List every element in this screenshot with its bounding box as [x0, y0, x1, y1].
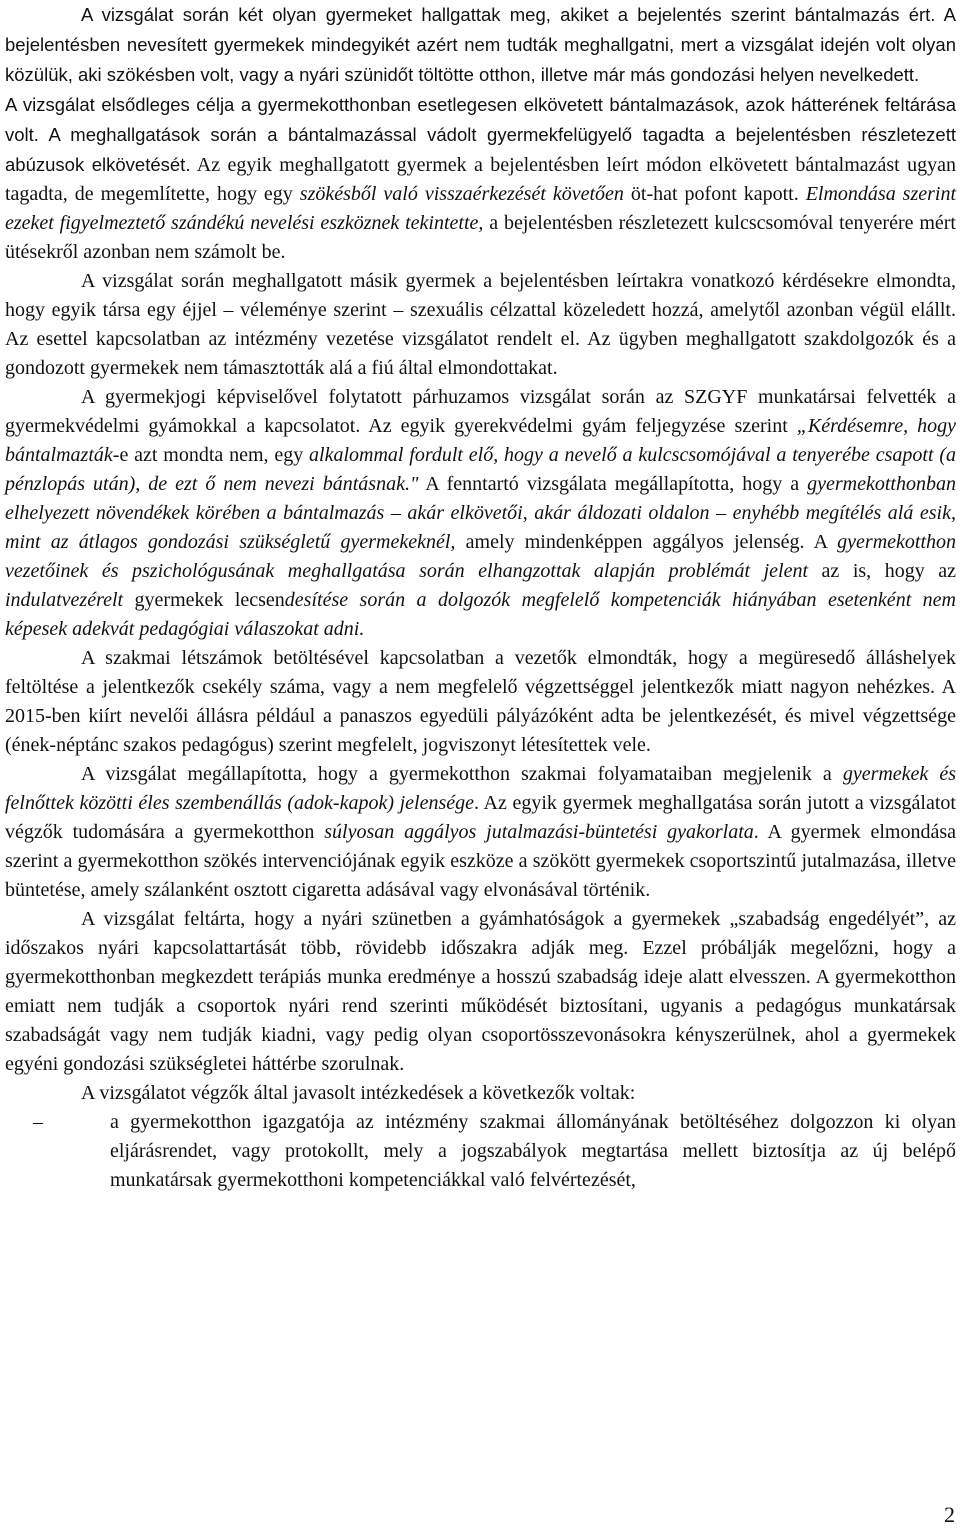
- paragraph: [5, 905, 956, 1079]
- italic-text-run: desítése során a dolgozók megfelelő kompetenciák hiányában esetenként nem képesek adekvát pedagógiai válaszokat adni.: [5, 589, 956, 640]
- text-run: A vizsgálat elsődleges célja a gyermekotthonban esetlegesen elkövetett bántalmazások, azok hátterének feltárása volt.: [5, 94, 956, 145]
- recommendation-list: [5, 1108, 956, 1195]
- italic-text-run: gyermekek és felnőttek közötti éles szembenállás (adok-kapok) jelensége: [5, 763, 956, 814]
- text-run: A fenntartó vizsgálata megállapította, hogy a: [418, 473, 808, 495]
- paragraph: [5, 267, 956, 383]
- text-run: a bejelentésben részletezett kulcscsomóval tenyerére mért ütésekről azonban nem számolt be.: [5, 212, 956, 263]
- italic-text-run: szökésből való visszaérkezését követően: [299, 183, 624, 205]
- text-run: A szakmai létszámok betöltésével kapcsolatban a vezetők elmondták, hogy a megüresedő álláshelyek feltöltése a jelentkezők csekély száma, vagy a nem megfelelő végzettséggel jelentkezők miatt nagyon nehézkes. A 2015-ben kiírt nevelői állásra például a panaszos egyedüli pályázóként adta be jelentkezését, és mivel végzettsége (ének-néptánc szakos pedagógus) szerint megfelelt, jogviszonyt létesítettek vele.: [5, 647, 956, 756]
- text-run: . Az egyik gyermek meghallgatása során jutott a vizsgálatot végzők tudomására a gyermekotthon: [5, 792, 956, 843]
- text-run: A vizsgálat során két olyan gyermeket hallgattak meg, akiket a bejelentés szerint bántalmazás ért. A bejelentésben nevesített gyermekek mindegyikét azért nem tudták meghallgatni, mert a vizsgálat idején volt olyan közülük, aki szökésben volt, vagy a nyári szünidőt töltötte otthon, illetve már más gondozási helyen nevelkedett.: [5, 4, 956, 85]
- text-run: A vizsgálatot végzők által javasolt intézkedések a következők voltak:: [81, 1082, 636, 1104]
- text-run: az is, hogy az: [808, 560, 956, 582]
- text-column: [5, 0, 956, 1195]
- italic-text-run: gyermekotthon vezetőinek és pszichológusának meghallgatása során elhangzottak alapján problémát jelent: [5, 531, 957, 582]
- text-run: A vizsgálat feltárta, hogy a nyári szünetben a gyámhatóságok a gyermekek „szabadság engedélyét”, az időszakos nyári kapcsolattartását több, rövidebb időszakra adják meg. Ezzel próbálják megelőzni, hogy a gyermekotthonban megkezdett terápiás munka eredménye a hosszú szabadság ideje alatt elvesszen. A gyermekotthon emiatt nem tudják a csoportok nyári rend szerinti működését biztosítani, ugyanis a pedagógus munkatársak szabadságát vagy nem tudják kiadni, vagy pedig olyan csoportösszevonásokra kényszerülnek, ahol a gyermekek egyéni gondozási szükségletei háttérbe szorulnak.: [5, 908, 956, 1075]
- list-item: [5, 1108, 956, 1195]
- text-run: öt-hat pofont kapott.: [623, 183, 806, 205]
- list-item-text: a gyermekotthon igazgatója az intézmény szakmai állományának betöltéséhez dolgozzon ki olyan eljárásrendet, vagy protokollt, mely a jogszabályok megtartása mellett biztosítja az új belépő munkatársak gyermekotthoni kompetenciákkal való felvértezését,: [110, 1111, 956, 1191]
- paragraph: [5, 1079, 956, 1108]
- italic-text-run: „Kérdésemre, hogy bántalmazták-: [5, 415, 956, 466]
- paragraph: [5, 0, 956, 90]
- text-run: A vizsgálat megállapította, hogy a gyermekotthon szakmai folyamataiban megjelenik a: [81, 763, 843, 785]
- italic-text-run: alkalommal fordult elő, hogy a nevelő a kulcscsomójával a tenyerébe csapott (a pénzlopás után), de ezt ő nem nevezi bántásnak.": [5, 444, 956, 495]
- dash-bullet: –: [33, 1111, 43, 1133]
- page-number: 2: [944, 1502, 955, 1527]
- italic-text-run: súlyosan aggályos jutalmazási-büntetési gyakorlata: [324, 821, 754, 843]
- text-run: gyermekek lecsen: [123, 589, 285, 611]
- text-run: Az egyik meghallgatott gyermek a bejelentésben leírt módon elkövetett bántalmazást ugyan tagadta, de megemlítette, hogy egy: [5, 154, 956, 205]
- text-run: A meghallgatások során a bántalmazással vádolt gyermekfelügyelő tagadta a bejelentésben részletezett abúzusok elkövetését.: [5, 124, 956, 175]
- paragraph: [5, 90, 956, 267]
- italic-text-run: Elmondása szerint ezeket figyelmeztető szándékú nevelési eszköznek tekintette,: [5, 183, 957, 234]
- text-run: . A gyermek elmondása szerint a gyermekotthon szökés intervenciójának egyik eszköze a szökött gyermekek csoportszintű jutalmazása, illetve büntetése, amely szálanként osztott cigaretta adásával vagy elvonásával történik.: [5, 821, 956, 901]
- text-run: A gyermekjogi képviselővel folytatott párhuzamos vizsgálat során az SZGYF munkatársai felvették a gyermekvédelmi gyámokkal a kapcsolatot. Az egyik gyerekvédelmi gyám feljegyzése szerint: [5, 386, 956, 437]
- paragraph: [5, 760, 956, 905]
- italic-text-run: indulatvezérelt: [5, 589, 124, 611]
- paragraph: [5, 644, 956, 760]
- paragraph: [5, 383, 956, 644]
- paragraphs: [5, 0, 956, 1108]
- text-run: A vizsgálat során meghallgatott másik gyermek a bejelentésben leírtakra vonatkozó kérdésekre elmondta, hogy egyik társa egy éjjel – véleménye szerint – szexuális célzattal közeledett hozzá, amelytől azonban végül elállt. Az esettel kapcsolatban az intézmény vezetése vizsgálatot rendelt el. Az ügyben meghallgatott szakdolgozók és a gondozott gyermekek nem támasztották alá a fiú által elmondottakat.: [5, 270, 956, 379]
- text-run: e azt mondta nem, egy: [119, 444, 310, 466]
- italic-text-run: gyermekotthonban elhelyezett növendékek körében a bántalmazás – akár elkövetői, akár áldozati oldalon – enyhébb megítélés alá esik, mint az átlagos gondozási szükségletű gyermekeknél,: [5, 473, 956, 553]
- text-run: amely mindenképpen aggályos jelenség. A: [455, 531, 838, 553]
